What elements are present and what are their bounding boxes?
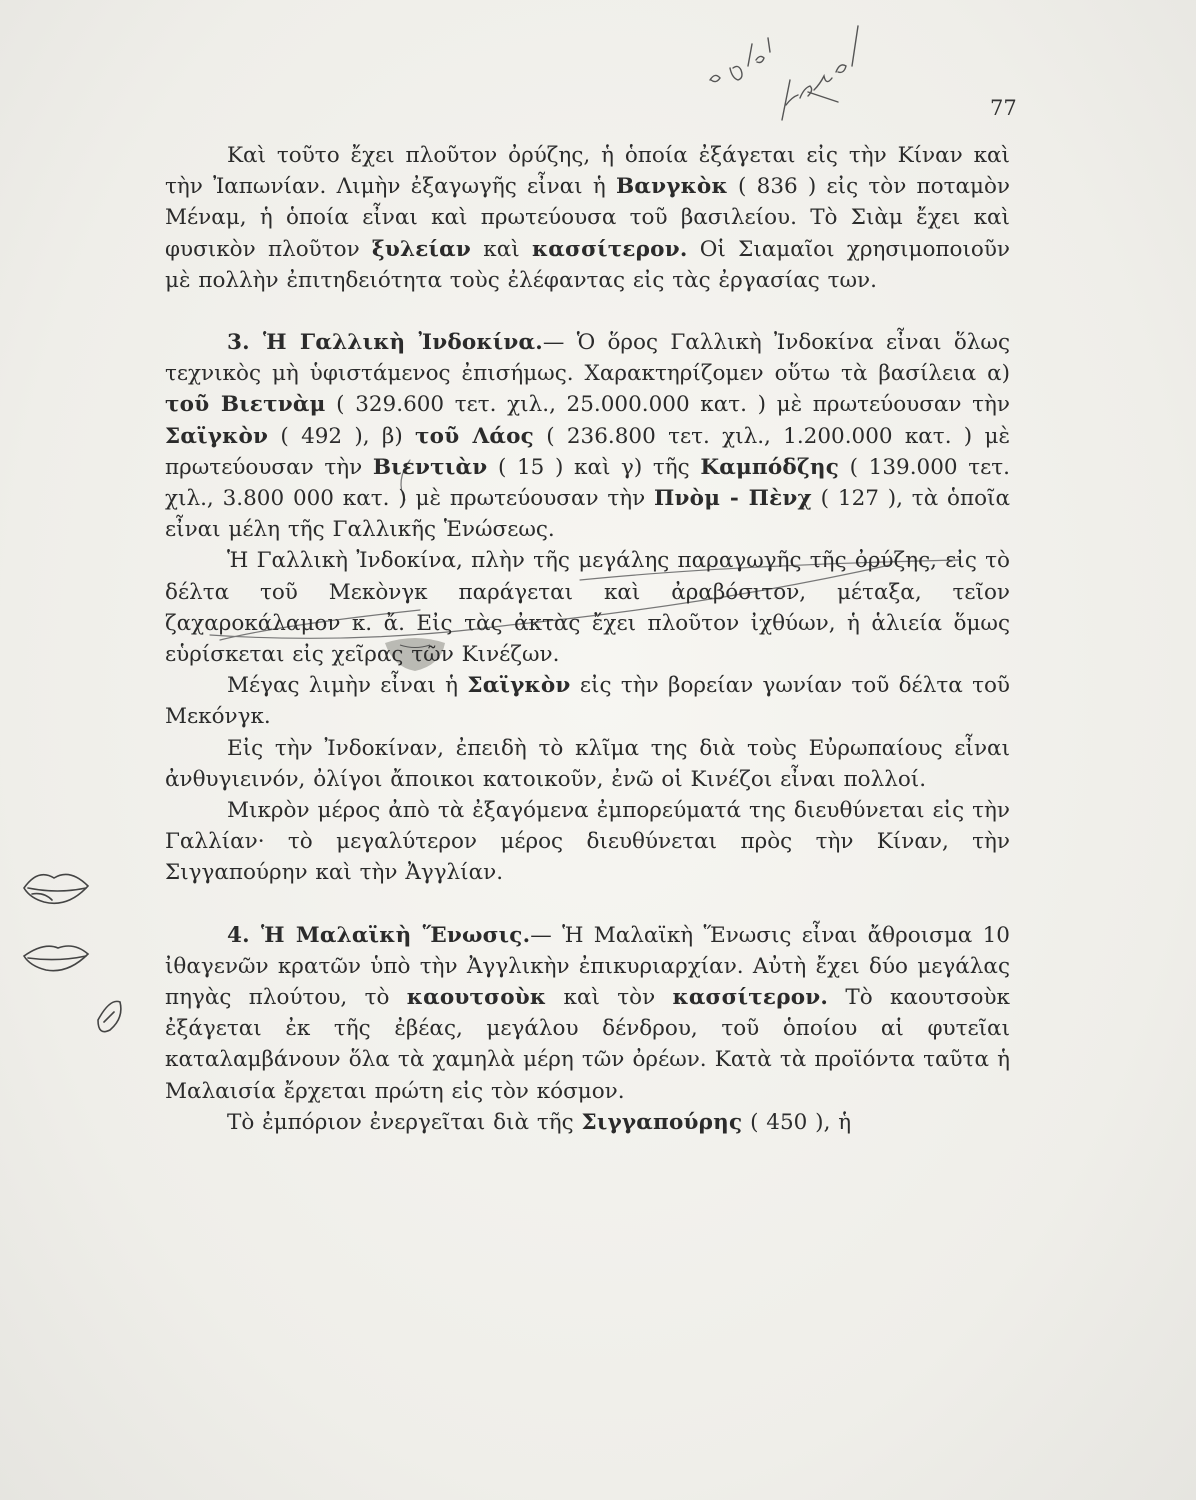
term-cambodia: Καμπόδζης <box>700 454 840 480</box>
paragraph-indochina-products: Ἡ Γαλλικὴ Ἰνδοκίνα, πλὴν τῆς μεγάλης παραγωγῆς τῆς ὀρύζης, εἰς τὸ δέλτα τοῦ Μεκὸνγκ παράγεται καὶ ἀραβόσιτον, μέταξα, τεῖον ζαχαροκάλαμον κ. ἄ. Εἰς τὰς ἀκτὰς ἔχει πλοῦτον ἰχθύων, ἡ ἁλιεία ὅμως εὑρίσκεται εἰς χεῖρας τῶν Κινέζων. <box>165 548 1010 668</box>
term-vietnam: τοῦ Βιετνὰμ <box>165 392 326 418</box>
term-timber: ξυλείαν <box>371 236 471 262</box>
term-tin-malaya: κασσίτερον. <box>672 985 829 1011</box>
page-text <box>165 140 1010 1138</box>
paragraph-french-indochina: 3. Ἡ Γαλλικὴ Ἰνδοκίνα.— Ὁ ὅρος Γαλλικὴ Ἰνδοκίνα εἶναι ὅλως τεχνικὸς μὴ ὑφιστάμενος ἐπισήμως. Χαρακτηρίζομεν οὕτω τὰ βασίλεια α) τοῦ Βιετνὰμ ( 329.600 τετ. χιλ., 25.000.000 κατ. ) μὲ πρωτεύουσαν τὴν Σαϊγκὸν ( 492 ), β) τοῦ Λάος ( 236.800 τετ. χιλ., 1.200.000 κατ. ) μὲ πρωτεύουσαν τὴν Βιεντιὰν ( 15 ) καὶ γ) τῆς Καμπόδζης ( 139.000 τετ. χιλ., 3.800 000 κατ. ) μὲ πρωτεύουσαν τὴν Πνὸμ - Πὲνχ ( 127 ), τὰ ὁποῖα εἶναι μέλη τῆς Γαλλικῆς Ἑνώσεως. <box>165 330 1011 543</box>
paragraph-malay-union: 4. Ἡ Μαλαϊκὴ Ἕνωσις.— Ἡ Μαλαϊκὴ Ἕνωσις εἶναι ἄθροισμα 10 ἰθαγενῶν κρατῶν ὑπὸ τὴν Ἀγγλικὴν ἐπικυριαρχίαν. Αὐτὴ ἔχει δύο μεγάλας πηγὰς πλούτου, τὸ καουτσοὺκ καὶ τὸν κασσίτερον. Τὸ καουτσοὺκ ἐξάγεται ἐκ τῆς ἐβέας, μεγάλου δένδρου, τοῦ ὁποίου αἱ φυτεῖαι καταλαμβάνουν ὅλα τὰ χαμηλὰ μέρη τῶν ὀρέων. Κατὰ τὰ προϊόντα ταῦτα ἡ Μαλαισία ἔρχεται πρώτη εἰς τὸν κόσμον. <box>165 922 1010 1104</box>
term-tin: κασσίτερον. <box>531 236 688 262</box>
term-rubber: καουτσοὺκ <box>406 985 547 1011</box>
paragraph-singapore-trade: Τὸ ἐμπόριον ἐνεργεῖται διὰ τῆς Σιγγαπούρης ( 450 ), ἡ <box>227 1109 852 1135</box>
margin-lip-doodles <box>10 860 130 1060</box>
term-bangkok: Βανγκὸκ <box>615 174 728 200</box>
term-saigon: Σαϊγκὸν <box>165 423 269 449</box>
paragraph-exports: Μικρὸν μέρος ἀπὸ τὰ ἐξαγόμενα ἐμπορεύματά της διευθύνεται εἰς τὴν Γαλλίαν· τὸ μεγαλύτερον μέρος διευθύνεται πρὸς τὴν Κίναν, τὴν Σιγγαπούρην καὶ τὴν Ἀγγλίαν. <box>165 798 1010 886</box>
paragraph-climate: Εἰς τὴν Ἰνδοκίναν, ἐπειδὴ τὸ κλῖμα της διὰ τοὺς Εὐρωπαίους εἶναι ἀνθυγιεινόν, ὀλίγοι ἄποικοι κατοικοῦν, ἐνῶ οἱ Κινέζοι εἶναι πολλοί. <box>165 735 1010 792</box>
section-title-french-indochina: 3. Ἡ Γαλλικὴ Ἰνδοκίνα. <box>227 330 543 356</box>
term-phnom-penh: Πνὸμ - Πὲνχ <box>654 486 812 512</box>
section-title-malay-union: 4. Ἡ Μαλαϊκὴ Ἕνωσις. <box>227 922 531 948</box>
page-number: 77 <box>990 96 1017 120</box>
handwritten-note-sketch <box>690 10 890 150</box>
term-singapore: Σιγγαπούρης <box>581 1109 743 1135</box>
term-vientiane: Βιεντιὰν <box>372 454 488 480</box>
paragraph-siam: Καὶ τοῦτο ἔχει πλοῦτον ὀρύζης, ἡ ὁποία ἐξάγεται εἰς τὴν Κίναν καὶ τὴν Ἰαπωνίαν. Λιμὴν ἐξαγωγῆς εἶναι ἡ Βανγκὸκ ( 836 ) εἰς τὸν ποταμὸν Μέναμ, ἡ ὁποία εἶναι καὶ πρωτεύουσα τοῦ βασιλείου. Τὸ Σιὰμ ἔχει καὶ φυσικὸν πλοῦτον ξυλείαν καὶ κασσίτερον. Οἱ Σιαμαῖοι χρησιμοποιοῦν μὲ πολλὴν ἐπιτηδειότητα τοὺς ἐλέφαντας εἰς τὰς ἐργασίας των. <box>165 143 1010 293</box>
paragraph-saigon-port: Μέγας λιμὴν εἶναι ἡ Σαϊγκὸν εἰς τὴν βορείαν γωνίαν τοῦ δέλτα τοῦ Μεκόνγκ. <box>165 673 1010 730</box>
term-laos: τοῦ Λάος <box>415 423 534 449</box>
term-saigon-port: Σαϊγκὸν <box>467 673 571 699</box>
